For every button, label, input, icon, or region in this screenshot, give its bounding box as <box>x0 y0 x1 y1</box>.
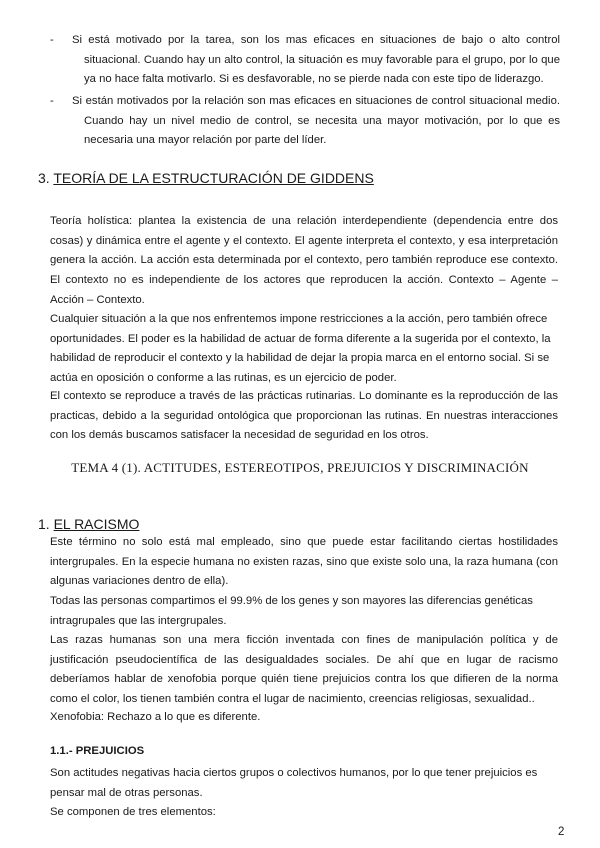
paragraph: Xenofobia: Rechazo a lo que es diferente. <box>50 711 261 723</box>
paragraph: Todas las personas compartimos el 99.9% de los genes y son mayores las diferencias genéticas intragrupales que las intergrupales. <box>50 595 533 627</box>
bullet-item <box>50 31 560 90</box>
bullet-dash: - <box>50 34 54 46</box>
paragraph: Cualquier situación a la que nos enfrentemos impone restricciones a la acción, pero también ofrece oportunidades. El poder es la habilidad de actuar de forma diferente a la sugerida por el contexto, la habilidad de reproducir el contexto y la habilidad de dejar la propia marca en el entorno social. Si se actúa en oposición o conforme a las rutinas, es un ejercicio de poder. <box>50 313 551 385</box>
paragraph: Teoría holística: plantea la existencia de una relación interdependiente (dependencia entre dos cosas) y dinámica entre el agente y el contexto. El agente interpreta el contexto, y esa interpretación genera la acción. La acción esta determinada por el contexto, pero también reproduce ese contexto. El contexto no es independiente de los actores que reproducen la acción. Contexto – Agente – Acción – Contexto. <box>50 215 558 306</box>
paragraph: El contexto se reproduce a través de las prácticas rutinarias. Lo dominante es la reproducción de las practicas, debido a la seguridad ontológica que proporcionan las rutinas. En nuestras interacciones con los demás buscamos satisfacer la necesidad de seguridad en los otros. <box>50 390 558 442</box>
bullet-text: Si está motivado por la tarea, son los mas eficaces en situaciones de bajo o alto control situacional. Cuando hay un alto control, la situación es muy favorable para el grupo, por lo que ya no hace falta motivarlo. Si es desfavorable, no se pierde nada con este tipo de liderazgo. <box>72 34 560 86</box>
paragraph: Las razas humanas son una mera ficción inventada con fines de manipulación política y de justificación pseudocientífica de las desigualdades sociales. De ahí que en lugar de racismo deberíamos hablar de xenofobia porque quién tiene prejuicios contra los que difieren de la norma como el color, los tienen también contra el lugar de nacimiento, creencias religiosas, sexualidad.. <box>50 634 558 706</box>
bullet-dash: - <box>50 95 54 107</box>
paragraph: Este término no solo está mal empleado, sino que puede estar facilitando ciertas hostilidades intergrupales. En la especie humana no existen razas, sino que existe solo una, la raza humana (con algunas variaciones dentro de ella). <box>50 536 558 588</box>
section-number: 3. <box>38 170 50 186</box>
section-number: 1. <box>38 516 50 532</box>
section-heading-1 <box>38 516 139 532</box>
section-heading-3 <box>38 170 374 186</box>
section-title: TEORÍA DE LA ESTRUCTURACIÓN DE GIDDENS <box>53 170 374 186</box>
bullet-text: Si están motivados por la relación son mas eficaces en situaciones de control situacional medio. Cuando hay un nivel medio de control, se necesita una mayor motivación, por lo que es necesaria una mayor relación por parte del líder. <box>72 95 560 147</box>
paragraph: Son actitudes negativas hacia ciertos grupos o colectivos humanos, por lo que tener prejuicios es pensar mal de otras personas. <box>50 767 538 799</box>
page-number: 2 <box>558 826 565 838</box>
bullet-item <box>50 92 560 151</box>
chapter-title: TEMA 4 (1). ACTITUDES, ESTEREOTIPOS, PREJUICIOS Y DISCRIMINACIÓN <box>71 460 529 475</box>
section-title: EL RACISMO <box>53 516 140 532</box>
subsection-heading: 1.1.- PREJUICIOS <box>50 745 145 757</box>
paragraph: Se componen de tres elementos: <box>50 806 216 818</box>
